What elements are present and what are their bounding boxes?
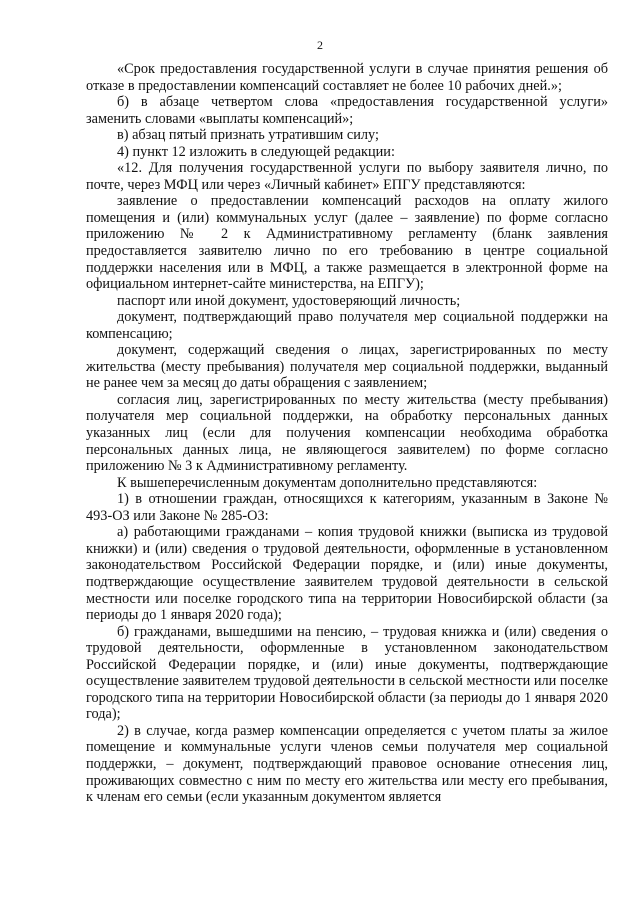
paragraph: 1) в отношении граждан, относящихся к категориям, указанным в Законе № 493-ОЗ или Законе № 285-ОЗ: <box>86 491 608 524</box>
paragraph: «12. Для получения государственной услуги по выбору заявителя лично, по почте, через МФЦ или через «Личный кабинет» ЕПГУ представляются: <box>86 160 608 193</box>
paragraph: документ, подтверждающий право получателя мер социальной поддержки на компенсацию; <box>86 309 608 342</box>
document-body <box>86 61 608 806</box>
paragraph: б) гражданами, вышедшими на пенсию, – трудовая книжка и (или) сведения о трудовой деятельности, оформленные в установленном законодательством Российской Федерации порядке, и (или) иные документы, подтверждающие осуществление заявителем трудовой деятельности в сельской местности или поселке городского типа на территории Новосибирской области (за периоды до 1 января 2020 года); <box>86 623 608 723</box>
paragraph: К вышеперечисленным документам дополнительно представляются: <box>117 474 538 491</box>
paragraph: согласия лиц, зарегистрированных по месту жительства (месту пребывания) получателя мер социальной поддержки, на обработку персональных данных указанных лиц (если для получения компенсации необходима обработка персональных данных лица, не являющегося заявителем) по форме согласно приложению № 3 к Административному регламенту. <box>86 391 608 475</box>
paragraph: 2) в случае, когда размер компенсации определяется с учетом платы за жилое помещение и коммунальные услуги членов семьи получателя мер социальной поддержки, – документ, подтверждающий правовое основание отнесения лиц, проживающих совместно с ним по месту его жительства или месту его пребывания, к членам его семьи (если указанным документом является <box>86 722 608 806</box>
paragraph: а) работающими гражданами – копия трудовой книжки (выписка из трудовой книжки) и (или) сведения о трудовой деятельности, оформленные в установленном законодательством Российской Федерации порядке, и (или) иные документы, подтверждающие осуществление заявителем трудовой деятельности в сельской местности или поселке городского типа на территории Новосибирской области (за периоды до 1 января 2020 года); <box>86 524 608 624</box>
paragraph: «Срок предоставления государственной услуги в случае принятия решения об отказе в предоставлении компенсаций составляет не более 10 рабочих дней.»; <box>86 61 608 94</box>
paragraph: в) абзац пятый признать утратившим силу; <box>117 127 379 144</box>
paragraph: документ, содержащий сведения о лицах, зарегистрированных по месту жительства (месту пребывания) получателя мер социальной поддержки, выданный не ранее чем за месяц до даты обращения с заявлением; <box>86 342 608 392</box>
paragraph: 4) пункт 12 изложить в следующей редакции: <box>117 143 395 160</box>
paragraph: б) в абзаце четвертом слова «предоставления государственной услуги» заменить словами «выплаты компенсаций»; <box>86 94 608 127</box>
paragraph: заявление о предоставлении компенсаций расходов на оплату жилого помещения и (или) коммунальных услуг (далее – заявление) по форме согласно приложению № 2 к Административному регламенту (бланк заявления предоставляется заявителю лично по его требованию в центре социальной поддержки населения или в МФЦ, а также размещается в электронной форме на официальном интернет-сайте министерства, на ЕПГУ); <box>86 193 608 293</box>
paragraph: паспорт или иной документ, удостоверяющий личность; <box>117 292 461 309</box>
page-number: 2 <box>317 38 323 52</box>
